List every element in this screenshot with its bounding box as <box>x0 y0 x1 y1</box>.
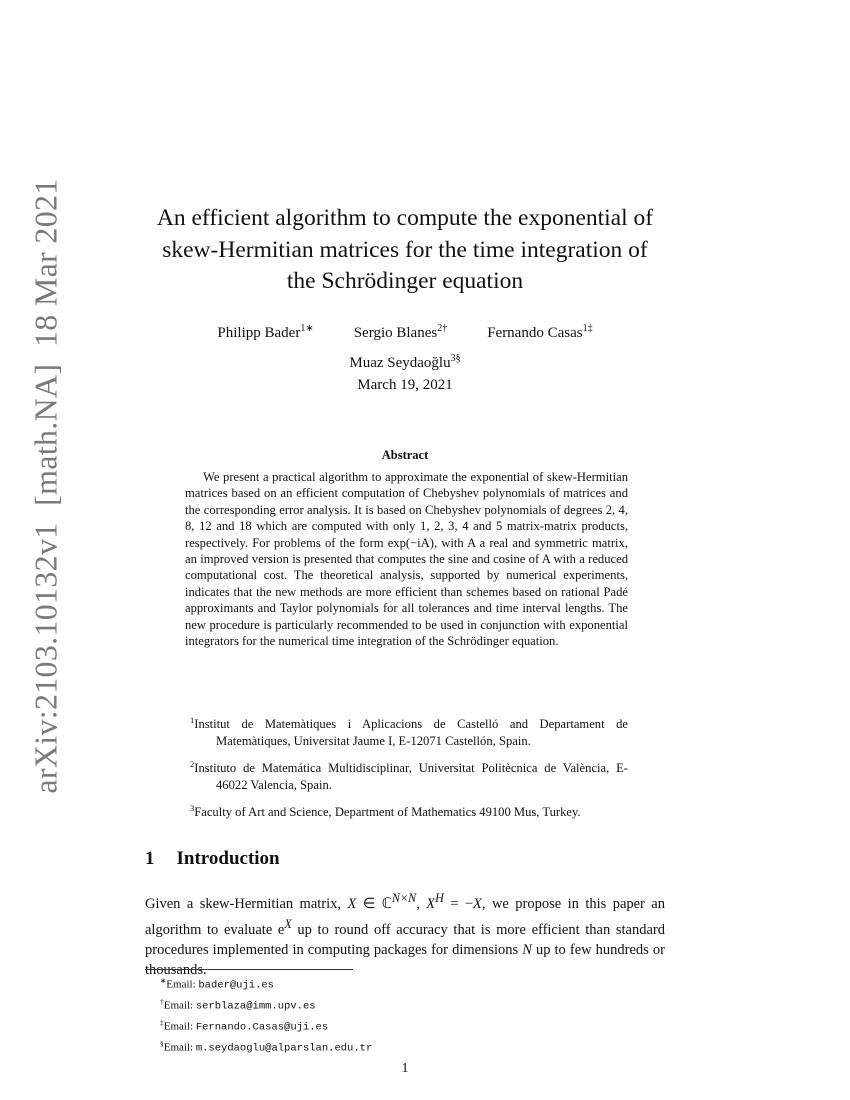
author-mark: 3§ <box>450 353 461 364</box>
footnote: †Email: serblaza@imm.upv.es <box>160 997 316 1013</box>
section-title: Introduction <box>176 848 280 869</box>
footnote-rule <box>145 969 353 970</box>
affiliation: $^3$Faculty of Art and Science, Department of Mathematics 49100 Mus, Turkey. <box>190 803 581 820</box>
abstract-text: We present a practical algorithm to approximate the exponential of skew-Hermitian matrices based on an efficient computation of Chebyshev polynomials of matrices and the corresponding error analysis. It is based on Chebyshev polynomials of degrees 2, 4, 8, 12 and 18 which are computed with only 1, 2, 3, 4 and 5 matrix-matrix products, respectively. For problems of the form exp(−iA), with A a real and symmetric matrix, an improved version is presented that computes the sine and cosine of A with a reduced computational cost. The theoretical analysis, supported by numerical experiments, indicates that the new methods are more efficient than schemes based on rational Padé approximants and Taylor polynomials for all tolerances and time interval lengths. The new procedure is particularly recommended to be used in conjunction with exponential integrators for the numerical time integration of the Schrödinger equation. <box>185 470 628 649</box>
author: Fernando Casas$^{1\ddagger}$ <box>487 323 593 341</box>
affiliations <box>190 712 628 828</box>
author: Muaz Seydaoğlu$^{3\S}$ <box>349 353 461 371</box>
email-link[interactable]: Fernando.Casas@uji.es <box>195 1021 329 1034</box>
affiliation: $^1$Institut de Matemàtiques i Aplicacions de Castelló and Departament de Matemàtiques, Universitat Jaume I, E-12071 Castellón, Spain. <box>190 715 628 749</box>
author-mark: 1∗ <box>300 323 314 334</box>
paper-title: An efficient algorithm to compute the exponential of skew-Hermitian matrices for the time integration of the Schrödinger equation <box>156 205 654 294</box>
abstract-heading: Abstract <box>381 448 429 462</box>
author-mark: 2† <box>437 323 448 334</box>
author-row-1 <box>145 316 665 346</box>
arxiv-id: arXiv:2103.10132v1 <box>27 522 64 794</box>
author: Philipp Bader$^{1∗}$ <box>217 323 314 341</box>
footnote: ‡Email: Fernando.Casas@uji.es <box>160 1018 329 1034</box>
arxiv-identifier-stamp <box>28 178 65 793</box>
author-mark: 1‡ <box>582 323 593 334</box>
author-list <box>145 316 665 376</box>
affiliation: $^2$Instituto de Matemática Multidisciplinar, Universitat Politècnica de València, E-46022 Valencia, Spain. <box>190 759 628 793</box>
section-heading <box>145 848 280 870</box>
email-link[interactable]: serblaza@imm.upv.es <box>195 1000 316 1013</box>
email-link[interactable]: bader@uji.es <box>198 979 274 992</box>
arxiv-date: 18 Mar 2021 <box>27 178 64 348</box>
email-link[interactable]: m.seydaoglu@alparslan.edu.tr <box>195 1043 373 1056</box>
arxiv-category: [math.NA] <box>27 363 64 506</box>
intro-paragraph: Given a skew-Hermitian matrix, X ∈ ℂ$^{N\times N}$, $X^H = -X$, we propose in this paper an algorithm to evaluate $e^X$ up to round off accuracy that is more efficient than standard procedures implemented in computing packages for dimensions N up to few hundreds or thousands. <box>145 891 665 978</box>
section-number: 1 <box>145 848 155 869</box>
author: Sergio Blanes$^{2\dagger}$ <box>353 323 448 341</box>
author-row-2 <box>145 346 665 376</box>
footnotes <box>160 973 372 1058</box>
footnote: ∗Email: bader@uji.es <box>160 976 274 992</box>
footnote: §Email: m.seydaoglu@alparslan.edu.tr <box>160 1039 373 1056</box>
page-number: 1 <box>401 1061 409 1076</box>
publication-date: March 19, 2021 <box>357 377 453 393</box>
